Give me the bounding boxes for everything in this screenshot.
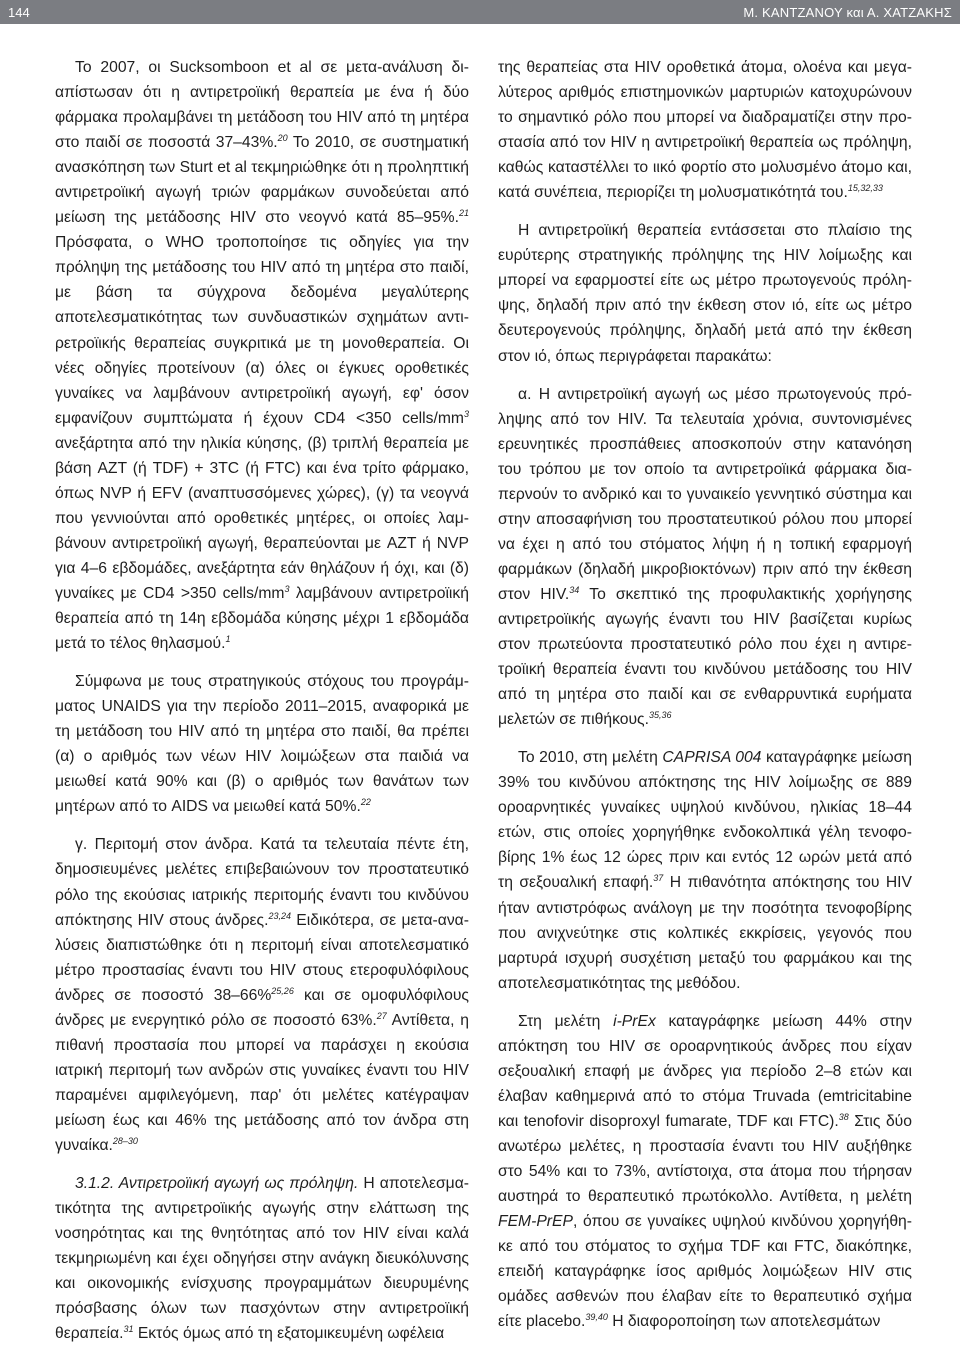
paragraph-prevention-strategy: Η αντιρετροϊική θεραπεία εντάσσεται στο πλαίσιο της ευρύτερης στρατηγικής πρόληψης της HIV λοίμωξης και μπορεί να εφαρμοστεί είτε ως μέτρο πρωτογενούς πρόληψης, δηλαδή πριν από την έκθεση στον ιό, είτε ως μέτρο δευτερογενούς πρόληψης, δηλαδή μετά από την έκθεση στον ιό, όπως περιγράφεται παρακάτω: xyxy=(498,222,912,365)
paragraph-iprex: Στη μελέτη i-PrEx καταγράφηκε μείωση 44% στην απόκτηση του HIV σε οροαρνητικούς άνδρες που είχαν σεξουαλική επαφή με άνδρες για περίοδο 2–8 ετών και έλαβαν καθημερινά από το στόμα Truvada (emtricitabine και tenofovir disoproxyl fumarate, TDF και FTC).$^{38}$ Στις δύο ανωτέρω μελέτες, η προστασία έναντι του HIV αυξήθηκε στο 54% και το 73%, αντίστοιχα, στα άτομα που τήρησαν αυστηρά το θεραπευτικό πρωτόκολλο. Αντίθετα, η μελέτη FEM-PrEP, όπου σε γυναίκες υψηλού κινδύνου χορηγήθηκε από του στόματος το σχήμα TDF και FTC, διακόπηκε, επειδή καταγράφηκε ίσος αριθμός λοιμώξεων HIV στις ομάδες ασθενών που έλαβαν είτε το θεραπευτικό σχήμα είτε placebo.$^{39,40}$ Η διαφοροποίηση των αποτελεσμάτων xyxy=(498,1012,912,1331)
paragraph-art-prevention: 3.1.2. Αντιρετροϊική αγωγή ως πρόληψη. Η αποτελεσματικότητα της αντιρετροϊικής αγωγής στην ελάττωση της νοσηρότητας και της θνητότητας από τον HIV είναι καλά τεκμηριωμένη και έχει οδηγήσει στην ανάγκη διευκόλυνσης και οικονομικής ενίσχυσης προγραμμάτων διευρυμένης πρόσβασης όλων των πασχόντων στην αντιρετροϊική θεραπεία.$^{31}$ Εκτός όμως από τη εξατομικευμένη ωφέλεια xyxy=(55,1175,469,1343)
citation[interactable]: 23,24 xyxy=(268,910,291,921)
citation[interactable]: 21 xyxy=(458,208,469,219)
citation[interactable]: 35,36 xyxy=(648,710,672,721)
citation[interactable]: 22 xyxy=(360,797,371,808)
citation[interactable]: 37 xyxy=(653,873,664,884)
superscript-unit: 3 xyxy=(463,408,469,419)
study-name: i-PrEx xyxy=(613,1012,656,1030)
paragraph-mtct-studies: Το 2007, οι Sucksomboon et al σε μετα-ανάλυση διαπίστωσαν ότι η αντιρετροϊική θεραπεία με ένα ή δύο φάρμακα προλαμβάνει τη μετάδοση του HIV από τη μητέρα στο παιδί σε ποσοστά 37–43%.$^{20}$ Το 2010, σε συστηματική ανασκόπηση των Sturt et al τεκμηριώθηκε ότι η προληπτική αντιρετροϊική αγωγή τριών φαρμάκων συνοδεύεται από μείωση της μετάδοσης HIV στο νεογνό κατά 85–95%.$^{21}$ Πρόσφατα, ο WHO τροποποίησε τις οδηγίες για την πρόληψη της μετάδοσης του HIV από τη μητέρα στο παιδί, με βάση τα σύγχρονα δεδομένα μεγαλύτερης αποτελεσματικότητας των συνδυαστικών σχημάτων αντιρετροϊικής θεραπείας συγκριτικά με τη μονοθεραπεία. Οι νέες οδηγίες προτείνουν (α) όλες οι έγκυες οροθετικές γυναίκες να λαμβάνουν αντιρετροϊική αγωγή, εφ' όσον εμφανίζουν συμπτώματα ή έχουν CD4 <350 cells/$mm^3$ ανεξάρτητα από την ηλικία κύησης, (β) τριπλή θεραπεία με βάση AZT (ή TDF) + 3TC (ή FTC) και ένα τρίτο φάρμακο, όπως NVP ή EFV (αναπτυσσόμενες χώρες), (γ) τα νεογνά που γεννιούνται από οροθετικές μητέρες, οι οποίες λαμβάνουν αντιρετροϊική αγωγή, θεραπεύονται με AZT ή NVP για 4–6 εβδομάδες, ανεξάρτητα εάν θηλάζουν ή όχι, και (δ) γυναίκες με CD4 >350 cells/$mm^3$ λαμβάνουν αντιρετροϊική θεραπεία από τη 14η εβδομάδα κύησης μέχρι 1 εβδομάδα μετά το τέλος θηλασμού.$^1$ xyxy=(55,59,469,653)
paragraph-caprisa: Το 2010, στη μελέτη CAPRISA 004 καταγράφηκε μείωση 39% του κινδύνου απόκτησης της HIV λοίμωξης σε 889 οροαρνητικές γυναίκες υψηλού κινδύνου, ηλικίας 18–44 ετών, στις οποίες χορηγήθηκε ενδοκολπικά γέλη τενοφοβίρης 1% έως 12 ώρες πριν και εντός 12 ωρών μετά από τη σεξουαλική επαφή.$^{37}$ Η πιθανότητα απόκτησης του HIV ήταν αντιστρόφως ανάλογη με την ποσότητα τενοφοβίρης που ανιχνεύτηκε στις κολπικές εκκρίσεις, γεγονός που μαρτυρά ισχυρή συσχέτιση μεταξύ του φαρμάκου και της αποτελεσματικότητας της μεθόδου. xyxy=(498,749,913,992)
section-heading: 3.1.2. Αντιρετροϊική αγωγή ως πρόληψη. xyxy=(75,1175,359,1193)
citation[interactable]: 39,40 xyxy=(585,1312,608,1323)
superscript-unit: 3 xyxy=(284,583,290,594)
paragraph-unaids: Σύμφωνα με τους στρατηγικούς στόχους του προγράμματος UNAIDS για την περίοδο 2011–2015, αναφορικά με τη μετάδοση του HIV από τη μητέρα στο παιδί, θα πρέπει (α) ο αριθμός των νέων HIV λοιμώξεων στα παιδιά να μειωθεί κατά 90% και (β) ο αριθμός των θανάτων των μητέρων από το AIDS να μειωθεί κατά 50%.$^{22}$ xyxy=(55,673,469,816)
page-number: 144 xyxy=(8,5,30,20)
paragraph-continuation: της θεραπείας στα HIV οροθετικά άτομα, ολοένα και μεγαλύτερος αριθμός επιστημονικών μαρτυριών κατοχυρώνουν το σημαντικό ρόλο που μπορεί να διαδραματίζει στην προστασία από τον HIV η αντιρετροϊική θεραπεία ως πρόληψη, καθώς καταστέλλει το ιικό φορτίο στο μολυσμένο άτομο και, κατά συνέπεια, περιορίζει τη μολυσματικότητά του.$^{15,32,33}$ xyxy=(498,59,912,202)
citation[interactable]: 38 xyxy=(838,1111,849,1122)
paragraph-circumcision: γ. Περιτομή στον άνδρα. Κατά τα τελευταία πέντε έτη, δημοσιευμένες μελέτες επιβεβαιώνουν τον προστατευτικό ρόλο της εκούσιας ιατρικής περιτομής έναντι του κινδύνου απόκτησης HIV στους άνδρες.$^{23,24}$ Ειδικότερα, σε μετα-αναλύσεις διαπιστώθηκε ότι η περιτομή είναι αποτελεσματικό μέτρο προστασίας έναντι του HIV στους ετεροφυλόφιλους άνδρες σε ποσοστό 38–66%$^{25,26}$ και σε ομοφυλόφιλους άνδρες με ενεργητικό ρόλο σε ποσοστό 63%.$^{27}$ Αντίθετα, η πιθανή προστασία που μπορεί να παράσχει η εκούσια ιατρική περιτομή των ανδρών στις γυναίκες έναντι του HIV παραμένει αμφιλεγόμενη, παρ' ότι μελέτες κατέγραψαν μείωση έως και 46% της μετάδοσης από τον άνδρα στη γυναίκα.$^{28-30}$ xyxy=(55,836,469,1154)
citation[interactable]: 1 xyxy=(225,634,231,645)
running-header xyxy=(0,0,960,24)
left-column xyxy=(55,55,469,1346)
paragraph-primary-prevention: α. Η αντιρετροϊική αγωγή ως μέσο πρωτογενούς πρόληψης από τον HIV. Τα τελευταία χρόνια, συντονισμένες ερευνητικές προσπάθειες αποσκοπούν στην κατανόηση του τρόπου με τον οποίο τα αντιρετροϊικά φάρμακα διαπερνούν το ανδρικό και το γυναικείο γεννητικό σύστημα και στην αποσαφήνιση του προστατευτικού ρόλου που μπορεί να έχει η από του στόματος λήψη ή η τοπική εφαρμογή φαρμάκων (δηλαδή μικροβιοκτόνων) πριν από την έκθεση στον HIV.$^{34}$ Το σκεπτικό της προφυλακτικής χορήγησης αντιρετροϊικής αγωγής έναντι του HIV βασίζεται κυρίως στον πρωτεύοντα προστατευτικό ρόλο που έχει η αντιρετροϊική θεραπεία έναντι του κινδύνου μετάδοσης του HIV από τη μητέρα στο παιδί και σε ενθαρρυντικά ευρήματα μελετών σε πιθήκους.$^{35,36}$ xyxy=(498,385,912,729)
citation[interactable]: 27 xyxy=(376,1010,387,1021)
citation[interactable]: 25,26 xyxy=(271,985,294,996)
study-name: CAPRISA 004 xyxy=(662,749,762,767)
citation[interactable]: 34 xyxy=(569,584,580,595)
right-column xyxy=(498,55,912,1334)
running-title: Μ. ΚΑΝΤΖΑΝΟΥ και Α. ΧΑΤΖΑΚΗΣ xyxy=(743,5,952,20)
citation[interactable]: 20 xyxy=(277,133,288,144)
citation[interactable]: 15,32,33 xyxy=(847,183,883,194)
study-name: FEM-PrEP xyxy=(498,1213,573,1231)
citation[interactable]: 28–30 xyxy=(112,1135,138,1146)
citation[interactable]: 31 xyxy=(123,1324,134,1335)
